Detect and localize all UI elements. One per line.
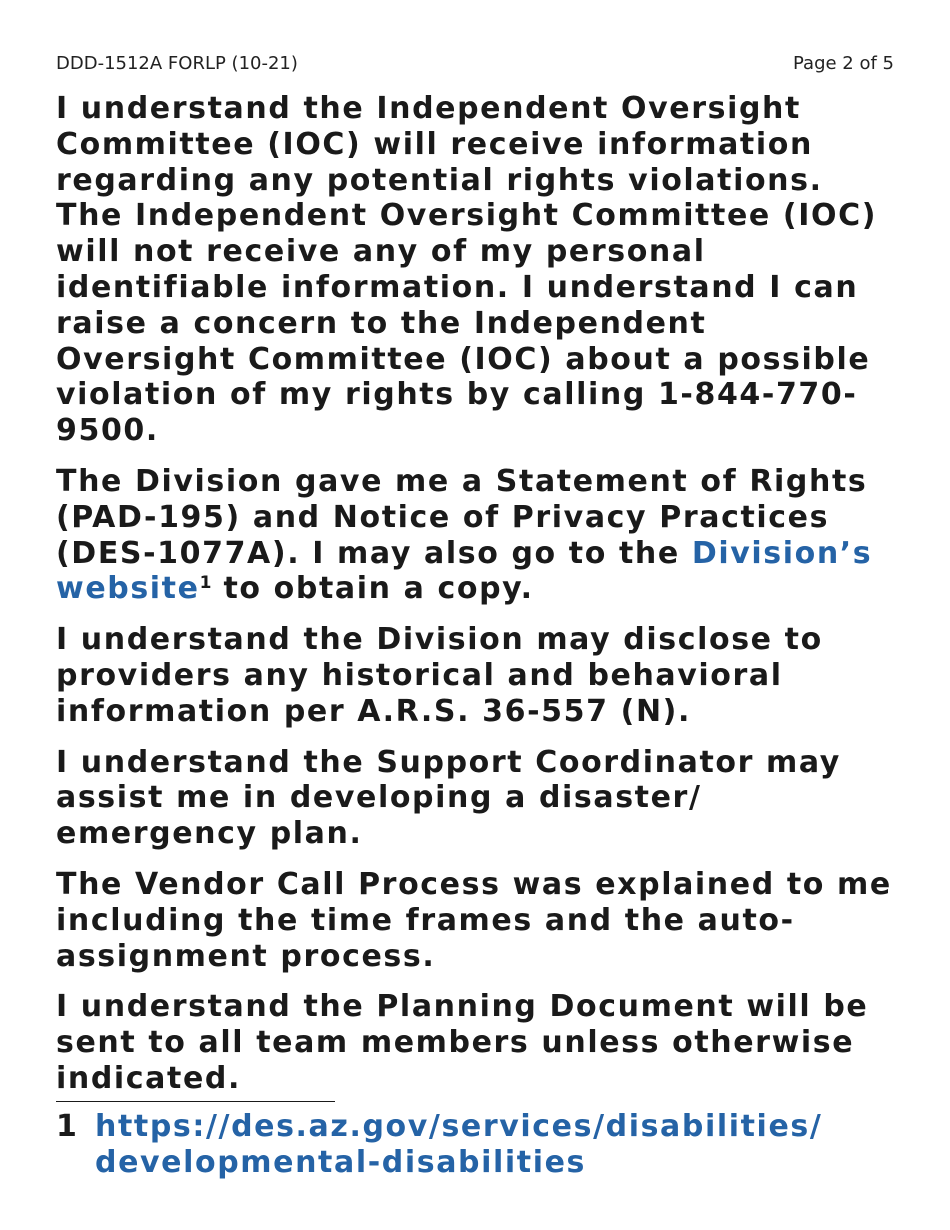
paragraph-vendor-call: The Vendor Call Process was explained to me including the time frames and the auto-assignment process. [56, 866, 892, 974]
footnote-number: 1 [56, 1109, 79, 1144]
paragraph-support-coordinator: I understand the Support Coordinator may assist me in developing a disaster/ emergency plan. [56, 744, 841, 852]
page-number: Page 2 of 5 [793, 53, 894, 74]
footnote-divider [56, 1101, 335, 1102]
paragraph-disclose: I understand the Division may disclose to providers any historical and behavioral information per A.R.S. 36-557 (N). [56, 622, 823, 729]
paragraph-ioc: I understand the Independent Oversight Committee (IOC) will receive information regarding any potential rights violations. The Independent Oversight Committee (IOC) will not receive any of my personal identifiable information. I understand I can raise a concern to the Independent Oversight Committee (IOC) about a possible violation of my rights by calling 1-844-770-9500. [56, 91, 878, 449]
footnote-reference: 1 [199, 573, 212, 594]
footnote-url-link[interactable] [95, 1109, 855, 1181]
footnote-url-line2: developmental-disabilities [95, 1144, 586, 1180]
document-body [56, 91, 896, 1112]
footnote [56, 1109, 896, 1181]
form-id: DDD-1512A FORLP (10-21) [56, 53, 298, 74]
paragraph-planning-document: I understand the Planning Document will be sent to all team members unless otherwise indicated. [56, 989, 869, 1096]
page-header [56, 52, 894, 76]
footnote-url-line1: https://des.az.gov/services/disabilities/ [95, 1109, 823, 1144]
paragraph-statement-of-rights [56, 464, 896, 607]
rights-text-before-link: The Division gave me a Statement of Rights (PAD-195) and Notice of Privacy Practices (DES-1077A). I may also go to the [56, 463, 868, 571]
division-website-link[interactable]: Division’s website [56, 535, 873, 607]
rights-text-after-link: to obtain a copy. [211, 571, 534, 607]
